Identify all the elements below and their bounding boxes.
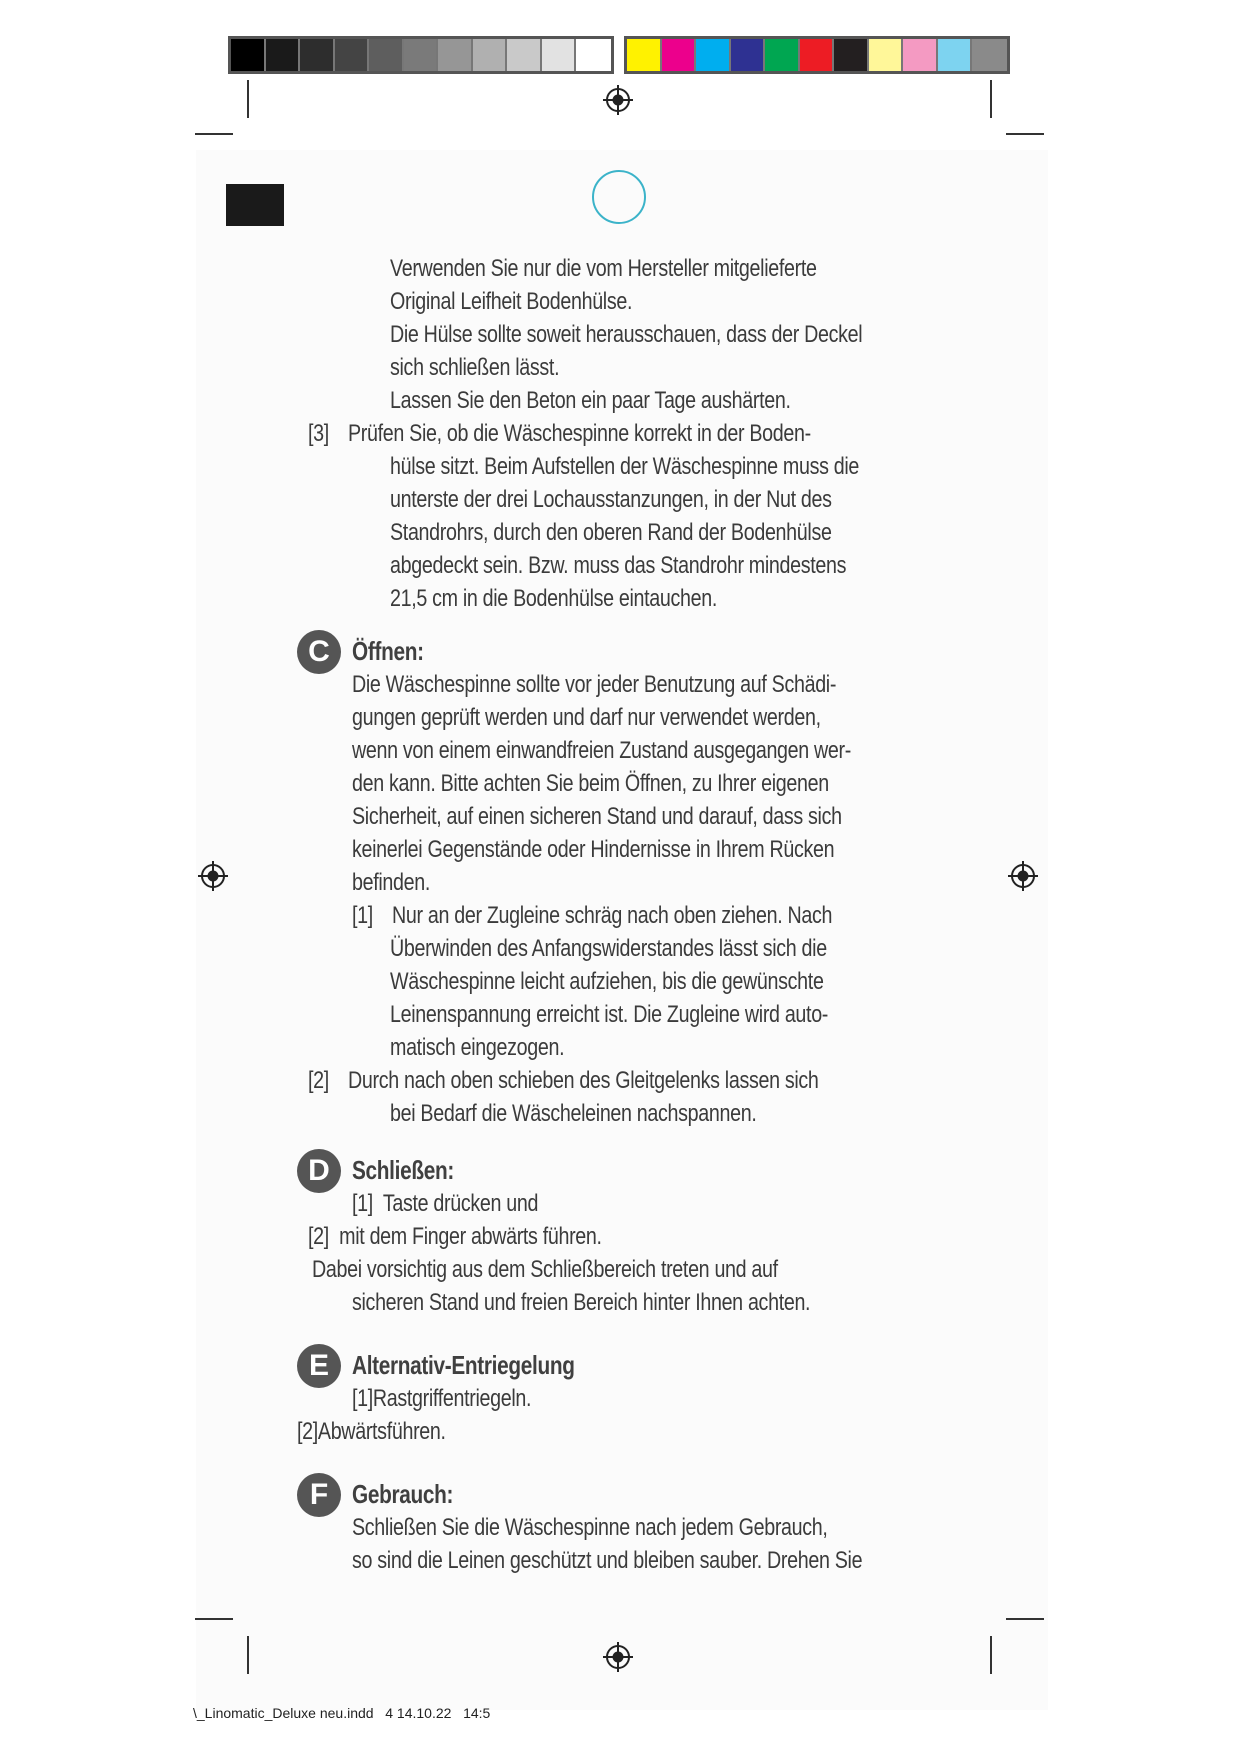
- color-swatch: [576, 39, 611, 71]
- body-line: [2] mit dem Finger abwärts führen.: [308, 1223, 602, 1250]
- section-badge-d: D: [297, 1149, 341, 1193]
- step-marker: [3]: [308, 420, 329, 447]
- crop-mark-top-left: [247, 80, 249, 118]
- body-line: [1] Taste drücken und: [352, 1190, 539, 1217]
- body-line: gungen geprüft werden und darf nur verwendet werden,: [352, 704, 821, 731]
- color-swatch: [266, 39, 301, 71]
- body-line: Überwinden des Anfangswiderstandes lässt sich die: [390, 935, 827, 962]
- section-badge-f: F: [297, 1473, 341, 1517]
- color-swatch: [938, 39, 973, 71]
- crop-mark-left-lower: [195, 1618, 233, 1620]
- body-line: Prüfen Sie, ob die Wäschespinne korrekt in der Boden-: [348, 420, 811, 447]
- body-line: [2]Abwärtsführen.: [297, 1418, 446, 1445]
- color-swatch: [800, 39, 835, 71]
- color-swatch: [438, 39, 473, 71]
- body-line: wenn von einem einwandfreien Zustand ausgegangen wer-: [352, 737, 852, 764]
- color-swatch: [369, 39, 404, 71]
- body-line: keinerlei Gegenstände oder Hindernisse in Ihrem Rücken: [352, 836, 835, 863]
- body-line: Verwenden Sie nur die vom Hersteller mitgelieferte: [390, 255, 817, 282]
- grey-calibration-bar: [228, 36, 614, 74]
- color-swatch: [696, 39, 731, 71]
- body-line: abgedeckt sein. Bzw. muss das Standrohr mindestens: [390, 552, 847, 579]
- color-swatch: [231, 39, 266, 71]
- body-line: sicheren Stand und freien Bereich hinter Ihnen achten.: [352, 1289, 811, 1316]
- body-line: sich schließen lässt.: [390, 354, 560, 381]
- color-swatch: [731, 39, 766, 71]
- color-swatch: [869, 39, 904, 71]
- circle-outline-icon: [592, 170, 646, 224]
- body-line: Nur an der Zugleine schräg nach oben ziehen. Nach: [392, 902, 833, 929]
- body-line: Schließen Sie die Wäschespinne nach jedem Gebrauch,: [352, 1514, 828, 1541]
- body-line: den kann. Bitte achten Sie beim Öffnen, zu Ihrer eigenen: [352, 770, 829, 797]
- body-line: befinden.: [352, 869, 431, 896]
- color-swatch: [972, 39, 1007, 71]
- section-title: Öffnen:: [352, 636, 424, 666]
- color-swatch: [834, 39, 869, 71]
- body-line: Sicherheit, auf einen sicheren Stand und darauf, dass sich: [352, 803, 842, 830]
- body-line: unterste der drei Lochausstanzungen, in der Nut des: [390, 486, 832, 513]
- page-tab-marker: [226, 184, 284, 226]
- crop-mark-top-right: [990, 80, 992, 118]
- crop-mark-right-upper: [1006, 133, 1044, 135]
- body-line: Durch nach oben schieben des Gleitgelenks lassen sich: [348, 1067, 819, 1094]
- body-line: Original Leifheit Bodenhülse.: [390, 288, 633, 315]
- body-line: Wäschespinne leicht aufziehen, bis die gewünschte: [390, 968, 824, 995]
- section-badge-c: C: [297, 630, 341, 674]
- color-calibration-bar: [624, 36, 1010, 74]
- body-line: Leinenspannung erreicht ist. Die Zugleine wird auto-: [390, 1001, 829, 1028]
- section-title: Gebrauch:: [352, 1479, 454, 1509]
- registration-mark-icon: [603, 85, 633, 115]
- body-line: Lassen Sie den Beton ein paar Tage aushärten.: [390, 387, 791, 414]
- color-swatch: [903, 39, 938, 71]
- crop-mark-left-upper: [195, 133, 233, 135]
- color-swatch: [404, 39, 439, 71]
- color-swatch: [662, 39, 697, 71]
- section-title: Alternativ-Entriegelung: [352, 1350, 575, 1380]
- body-line: [1]Rastgriffentriegeln.: [352, 1385, 532, 1412]
- body-line: Standrohrs, durch den oberen Rand der Bodenhülse: [390, 519, 832, 546]
- crop-mark-right-lower: [1006, 1618, 1044, 1620]
- body-line: bei Bedarf die Wäscheleinen nachspannen.: [390, 1100, 757, 1127]
- color-swatch: [627, 39, 662, 71]
- crop-mark-bottom-right: [990, 1636, 992, 1674]
- body-line: 21,5 cm in die Bodenhülse eintauchen.: [390, 585, 718, 612]
- body-line: Dabei vorsichtig aus dem Schließbereich treten und auf: [312, 1256, 778, 1283]
- step-marker: [1]: [352, 902, 373, 929]
- section-badge-e: E: [297, 1344, 341, 1388]
- color-swatch: [765, 39, 800, 71]
- section-title: Schließen:: [352, 1155, 454, 1185]
- body-line: so sind die Leinen geschützt und bleiben sauber. Drehen Sie: [352, 1547, 863, 1574]
- crop-mark-bottom-left: [247, 1636, 249, 1674]
- registration-mark-icon: [198, 861, 228, 891]
- body-line: Die Hülse sollte soweit herausschauen, dass der Deckel: [390, 321, 863, 348]
- registration-mark-icon: [603, 1642, 633, 1672]
- step-marker: [2]: [308, 1067, 329, 1094]
- color-swatch: [473, 39, 508, 71]
- registration-mark-icon: [1008, 861, 1038, 891]
- body-line: hülse sitzt. Beim Aufstellen der Wäschespinne muss die: [390, 453, 860, 480]
- body-line: matisch eingezogen.: [390, 1034, 565, 1061]
- color-swatch: [507, 39, 542, 71]
- color-swatch: [335, 39, 370, 71]
- body-line: Die Wäschespinne sollte vor jeder Benutzung auf Schädi-: [352, 671, 837, 698]
- color-swatch: [300, 39, 335, 71]
- color-swatch: [542, 39, 577, 71]
- print-slug: \_Linomatic_Deluxe neu.indd 4 14.10.22 14:5: [193, 1705, 491, 1721]
